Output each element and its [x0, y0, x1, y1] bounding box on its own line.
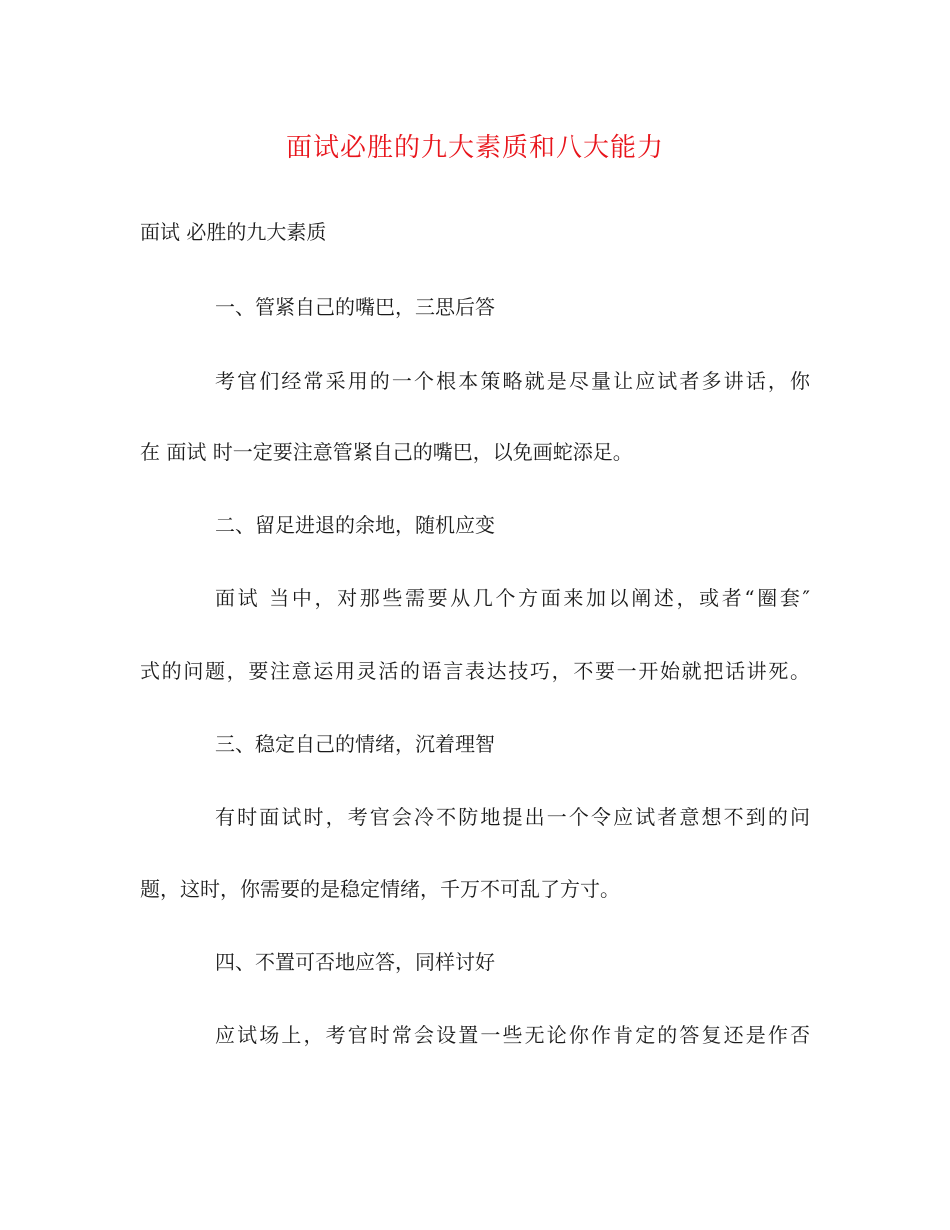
paragraph-line: 面试 当中，对那些需要从几个方面来加以阐述，或者“圈套″ — [215, 586, 810, 610]
section-heading: 面试 必胜的九大素质 — [140, 220, 327, 244]
document-title: 面试必胜的九大素质和八大能力 — [285, 133, 664, 163]
paragraph-line: 应试场上，考官时常会设置一些无论你作肯定的答复还是作否 — [215, 1023, 810, 1047]
item-heading-1: 一、管紧自己的嘴巴，三思后答 — [215, 295, 495, 319]
paragraph-line: 式的问题，要注意运用灵活的语言表达技巧，不要一开始就把话讲死。 — [140, 659, 810, 683]
paragraph-line: 考官们经常采用的一个根本策略就是尽量让应试者多讲话，你 — [215, 369, 810, 393]
item-heading-2: 二、留足进退的余地，随机应变 — [215, 513, 495, 537]
paragraph-line: 在 面试 时一定要注意管紧自己的嘴巴，以免画蛇添足。 — [140, 440, 633, 464]
paragraph-line: 题，这时，你需要的是稳定情绪，千万不可乱了方寸。 — [140, 877, 620, 901]
item-heading-4: 四、不置可否地应答，同样讨好 — [215, 950, 495, 974]
item-heading-3: 三、稳定自己的情绪，沉着理智 — [215, 732, 495, 756]
paragraph-line: 有时面试时，考官会冷不防地提出一个令应试者意想不到的问 — [215, 805, 810, 829]
